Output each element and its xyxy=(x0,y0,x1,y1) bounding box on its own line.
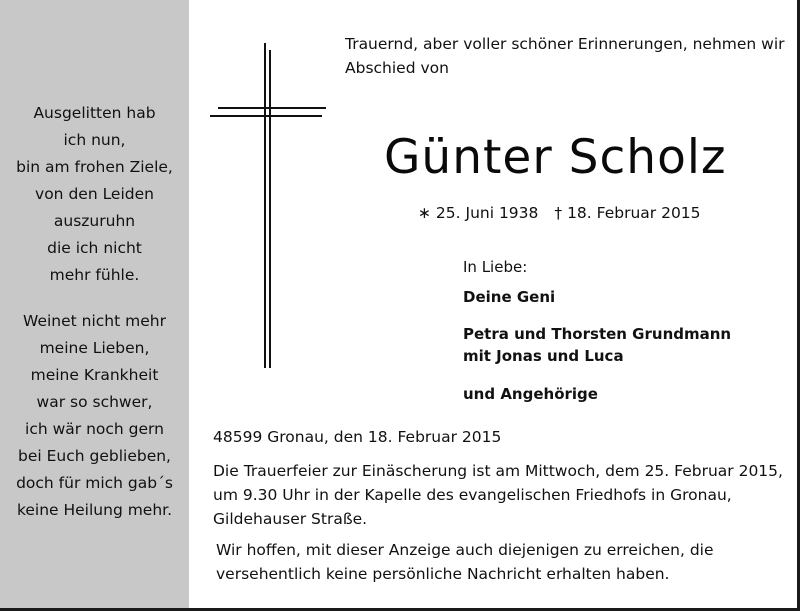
verse-line: Ausgelitten hab xyxy=(33,104,156,122)
verse-line: keine Heilung mehr. xyxy=(16,501,173,519)
verse-line: bin am frohen Ziele, xyxy=(16,158,173,176)
mourner-line: und Angehörige xyxy=(463,385,598,403)
verse-sidebar xyxy=(0,0,189,608)
notice-text xyxy=(216,538,714,586)
notice-line: Wir hoffen, mit dieser Anzeige auch diejenigen zu erreichen, die xyxy=(216,541,714,559)
deceased-name: Günter Scholz xyxy=(384,130,727,185)
cross-vertical-bar xyxy=(264,43,266,368)
verse-line: ich nun, xyxy=(63,131,126,149)
verse-line: doch für mich gab´s xyxy=(16,474,173,492)
verse-line: meine Krankheit xyxy=(30,366,159,384)
intro-text xyxy=(345,32,785,80)
death-date: † 18. Februar 2015 xyxy=(554,204,701,222)
birth-date: ∗ 25. Juni 1938 xyxy=(418,204,539,222)
in-love-label: In Liebe: xyxy=(463,258,528,276)
verse-line: die ich nicht xyxy=(47,239,142,257)
cross-horizontal-bar xyxy=(218,107,326,109)
place-and-date: 48599 Gronau, den 18. Februar 2015 xyxy=(213,428,502,446)
verse-line: bei Euch geblieben, xyxy=(18,447,171,465)
verse-line: mehr fühle. xyxy=(49,266,140,284)
intro-line: Trauernd, aber voller schöner Erinnerungen, nehmen wir xyxy=(345,35,785,53)
cross-vertical-bar xyxy=(269,50,271,368)
verse-line: Weinet nicht mehr xyxy=(23,312,166,330)
mourner-line: mit Jonas und Luca xyxy=(463,347,624,365)
life-dates xyxy=(418,201,701,225)
verse-line: war so schwer, xyxy=(36,393,153,411)
verse-line: auszuruhn xyxy=(53,212,136,230)
mourner-line: Deine Geni xyxy=(463,288,556,306)
ceremony-line: um 9.30 Uhr in der Kapelle des evangelischen Friedhofs in Gronau, xyxy=(213,486,732,504)
notice-line: versehentlich keine persönliche Nachricht erhalten haben. xyxy=(216,565,670,583)
verse-line: meine Lieben, xyxy=(39,339,150,357)
funeral-ceremony-text xyxy=(213,459,783,531)
verse-line: von den Leiden xyxy=(35,185,154,203)
verse-stanza-1 xyxy=(0,100,189,289)
cross-horizontal-bar xyxy=(210,115,322,117)
verse-line: ich wär noch gern xyxy=(25,420,164,438)
mourner-line: Petra und Thorsten Grundmann xyxy=(463,325,732,343)
intro-line: Abschied von xyxy=(345,59,449,77)
ceremony-line: Die Trauerfeier zur Einäscherung ist am Mittwoch, dem 25. Februar 2015, xyxy=(213,462,783,480)
verse-stanza-2 xyxy=(0,308,189,524)
ceremony-line: Gildehauser Straße. xyxy=(213,510,368,528)
